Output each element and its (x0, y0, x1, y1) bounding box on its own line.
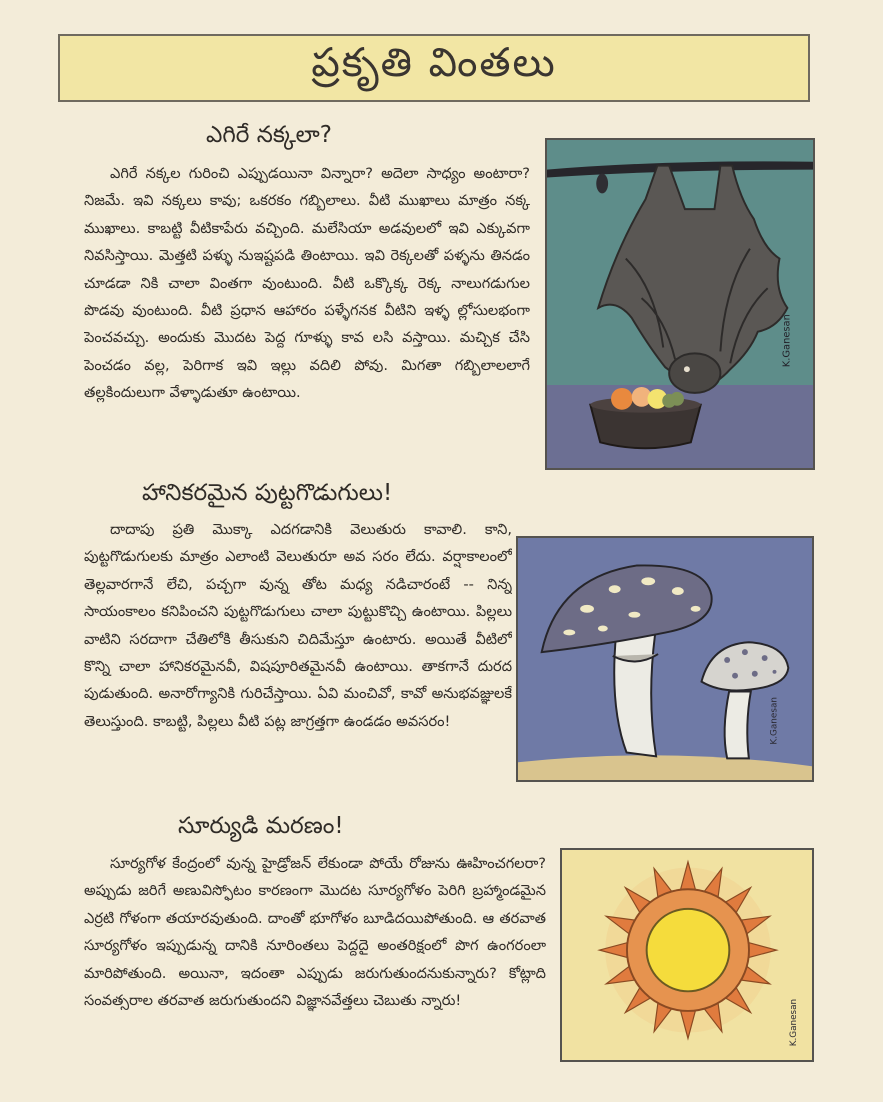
section-body-mushrooms: దాదాపు ప్రతి మొక్కా ఎదగడానికి వెలుతురు కావాలి. కాని, పుట్టగొడుగులకు మాత్రం ఎలాంటి వెలుతురూ అవ సరం లేదు. వర్షాకాలంలో తెల్లవారగానే లేచి, పచ్చగా వున్న తోట మధ్య నడిచారంటే -- నిన్న సాయంకాలం కనిపించని పుట్టగొడుగులు చాలా పుట్టుకొచ్చి ఉంటాయి. పిల్లలు వాటిని సరదాగా చేతిలోకి తీసుకుని చిదిమేస్తూ ఉంటారు. అయితే వీటిలో కొన్ని చాలా హానికరమైనవీ, విషపూరితమైనవీ ఉంటాయి. తాకగానే దురద పుడుతుంది. అనారోగ్యానికి గురిచేస్తాయి. ఏవి మంచివో, కావో అనుభవజ్ఞులకే తెలుస్తుంది. కాబట్టి, పిల్లలు వీటి పట్ల జాగ్రత్తగా ఉండడం అవసరం! (84, 521, 512, 730)
page-title: ప్రకృతి వింతలు (311, 40, 557, 86)
section-body-flying-fox: ఎగిరే నక్కల గురించి ఎప్పుడయినా విన్నారా? అదెలా సాధ్యం అంటారా? నిజమే. ఇవి నక్కలు కావు; ఒకరకం గబ్బిలాలు. వీటి ముఖాలు మాత్రం నక్క ముఖాలు. కాబట్టి వీటికాపేరు వచ్చింది. మలేసియా అడవులలో ఇవి ఎక్కువగా నివసిస్తాయి. మెత్తటి పళ్ళు నుఇష్టపడి తింటాయి. ఇవి రెక్కలతో పళ్ళను తినడం చూడడా నికి చాలా వింతగా వుంటుంది. వీటి ఒక్కొక్క రెక్క నాలుగడుగుల పొడవు వుంటుంది. వీటి ప్రధాన ఆహారం పళ్ళేగనక వీటిని ఇళ్ళ ల్లోసులభంగా పెంచవచ్చు. అందుకు మొదట పెద్ద గూళ్ళు కావ లసి వస్తాయి. మచ్చిక చేసి పెంచడం వల్ల, పెరిగాక ఇవి ఇల్లు వదిలి పోవు. మిగతా గబ్బిలాలలాగే తల్లకిందులుగా వేళ్ళాడుతూ ఉంటాయి. (84, 165, 530, 402)
svg-text:K.Ganesan: K.Ganesan (789, 998, 800, 1047)
bat-illustration (545, 138, 815, 470)
mushroom-illustration (516, 536, 814, 782)
section-heading-sun: సూర్యుడి మరణం! (178, 813, 344, 839)
svg-text:K.Ganesan: K.Ganesan (769, 696, 780, 745)
section-body-sun: సూర్యగోళ కేంద్రంలో వున్న హైడ్రోజన్ లేకుండా పోయే రోజును ఊహించగలరా? అప్పుడు జరిగే అణువిస్ఫోటం కారణంగా మొదట సూర్యగోళం పెరిగి బ్రహ్మాండమైన ఎర్రటి గోళంగా తయారవుతుంది. దాంతో భూగోళం బూడిదయిపోతుంది. ఆ తరవాత సూర్యగోళం ఇప్పుడున్న దానికి నూరింతలు పెద్దదై అంతరిక్షంలో పొగ ఉంగరంలా మారిపోతుంది. అయినా, ఇదంతా ఎప్పుడు జరుగుతుందనుకున్నారు? కోట్లాది సంవత్సరాల తరవాత జరుగుతుందని విజ్ఞానవేత్తలు చెబుతు న్నారు! (84, 855, 546, 1010)
section-heading-flying-fox: ఎగిరే నక్కలా? (206, 122, 332, 148)
sun-illustration (560, 848, 814, 1062)
section-heading-mushrooms: హానికరమైన పుట్టగొడుగులు! (142, 480, 393, 506)
title-banner (58, 34, 810, 102)
svg-text:K.Ganesan: K.Ganesan (781, 314, 793, 368)
